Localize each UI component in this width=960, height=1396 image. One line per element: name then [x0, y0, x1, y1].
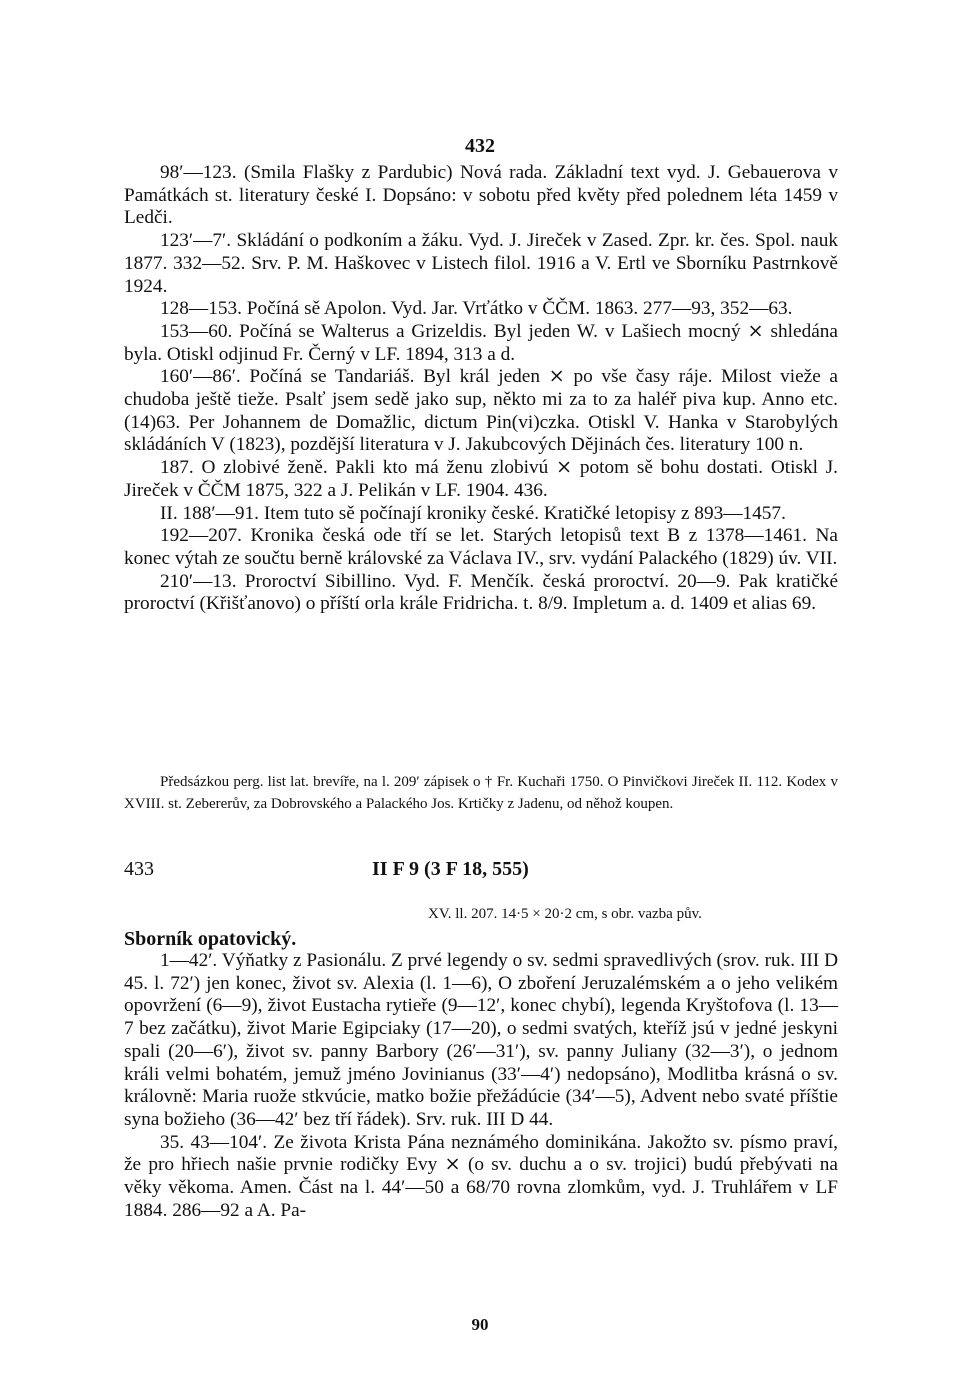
provenance-note: Předsázkou perg. list lat. brevíře, na l. 209′ zápisek o † Fr. Kuchaři 1750. O Pinvičkovi Jireček II. 112. Kodex v XVIII. st. Zebererův, za Dobrovského a Palackého Jos. Krtičky z Jadenu, od něhož koupen.: [124, 774, 838, 812]
entry-paragraph: 128—153. Počíná sě Apolon. Vyd. Jar. Vrťátko v ČČM. 1863. 277—93, 352—63.: [160, 298, 793, 320]
entry-paragraph: 187. O zlobivé ženě. Pakli kto má ženu zlobivú ⨯ potom sě bohu dostati. Otiskl J. Jireček v ČČM 1875, 322 a J. Pelikán v LF. 1904. 436.: [124, 457, 838, 501]
section-info: XV. ll. 207. 14·5 × 20·2 cm, s obr. vazba pův.: [428, 906, 702, 922]
section-signature: II F 9 (3 F 18, 555): [372, 858, 529, 880]
entries-bottom: [124, 950, 838, 1222]
section-number: 433: [124, 858, 154, 880]
entry-paragraph: 192—207. Kronika česká ode tří se let. Starých letopisů text B z 1378—1461. Na konec výtah ze součtu berně královské za Václava IV., srv. vydání Palackého (1829) úv. VII.: [124, 525, 838, 569]
entry-paragraph: 153—60. Počíná se Walterus a Grizeldis. Byl jeden W. v Lašiech mocný ⨯ shledána byla. Otiskl odjinud Fr. Černý v LF. 1894, 313 a d.: [124, 320, 838, 365]
entry-paragraph: 123′—7′. Skládání o podkoním a žáku. Vyd. J. Jireček v Zased. Zpr. kr. čes. Spol. nauk 1877. 332—52. Srv. P. M. Haškovec v Listech filol. 1916 a V. Ertl ve Sborníku Pastrnkově 1924.: [124, 230, 838, 297]
entry-paragraph: 160′—86′. Počíná se Tandariáš. Byl král jeden ⨯ po vše časy ráje. Milost vieže a chudoba ještě tieže. Psalť jsem sedě jako sup, někto mi za to za haléř piva kup. Anno etc. (14)63. Per Johannem de Domažlic, dictum Pin(vi)czka. Otiskl V. Hanka v Starobylých skládáních V (1823), pozdější literatura v J. Jakubcových Dějinách čes. literatury 100 n.: [124, 366, 838, 456]
entry-paragraph: II. 188′—91. Item tuto sě počínají kroniky české. Kratičké letopisy z 893—1457.: [160, 502, 786, 524]
entry-paragraph: 1—42′. Výňatky z Pasionálu. Z prvé legendy o sv. sedmi spravedlivých (srov. ruk. III D 45. l. 72′) jen konec, život sv. Alexia (l. 1—6), O zboření Jeruzalémském a o jeho velikém opovržení (6—9), život Eustacha rytieře (9—12′, konec chybí), legenda Kryštofova (l. 13—7 bez začátku), život Marie Egipciaky (17—20), o sedmi svatých, kteříž jsú v jedné jeskyni spali (20—6′), život sv. panny Barbory (26′—31′), sv. panny Juliany (32—3′), o jednom králi velmi bohatém, jemuž jméno Jovinianus (33′—4′) nedopsáno), Modlitba krásná o sv. královně: Maria ruože stkvúcie, matko božie přežádúcie (34′—5), Advent nebo svaté příštie syna božieho (36—42′ bez tří řádek). Srv. ruk. III D 44.: [124, 950, 838, 1130]
entries-top: [124, 162, 838, 616]
entry-paragraph: 35. 43—104′. Ze života Krista Pána neznámého dominikána. Jakožto sv. písmo praví, že pro hřiech našie prvnie rodičky Evy ⨯ (o sv. duchu a o sv. trojici) budú přebývati na věky věkoma. Amen. Část na l. 44′—50 a 68/70 rovna zlomkům, vyd. J. Truhlářem v LF 1884. 286—92 a A. Pa-: [124, 1131, 838, 1221]
page-footer-number: 90: [471, 1315, 489, 1334]
entry-paragraph: 98′—123. (Smila Flašky z Pardubic) Nová rada. Základní text vyd. J. Gebauerova v Památkách st. literatury české I. Dopsáno: v sobotu před květy před polednem léta 1459 v Ledči.: [124, 162, 838, 229]
section-title: Sborník opatovický.: [124, 928, 297, 950]
entry-paragraph: 210′—13. Proroctví Sibillino. Vyd. F. Menčík. česká proroctví. 20—9. Pak kratičké proroctví (Křišťanovo) o příští orla krále Fridricha. t. 8/9. Impletum a. d. 1409 et alias 69.: [124, 570, 838, 615]
page-header-number: 432: [465, 135, 495, 157]
